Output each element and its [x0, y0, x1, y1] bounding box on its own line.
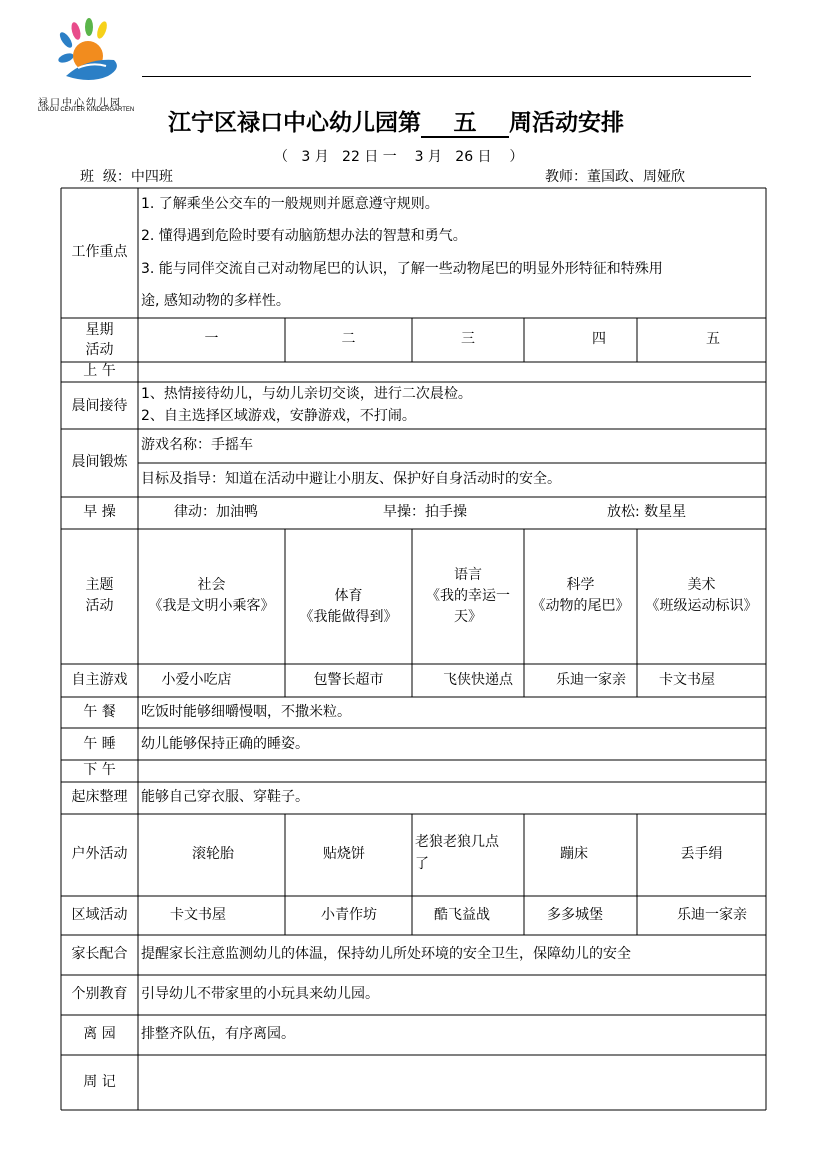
free-play-item: 乐迪一家亲	[556, 672, 626, 688]
wakeup-text: 能够自己穿衣服、穿鞋子。	[141, 789, 309, 805]
theme-subject: 美术	[687, 577, 716, 593]
afternoon-label: 下 午	[83, 762, 116, 778]
theme-subject: 社会	[197, 577, 226, 593]
weekly-note-label: 周 记	[83, 1074, 116, 1090]
date-range: （ 3 月 22 日 一 3 月 26 日 ）	[274, 149, 524, 165]
day-friday: 五	[706, 331, 720, 347]
relax-activity: 放松: 数星星	[607, 504, 687, 520]
area-item: 酷飞益战	[434, 907, 490, 923]
outdoor-item: 丢手绢	[680, 846, 723, 862]
exercise-goal: 目标及指导：知道在活动中避让小朋友、保护好自身活动时的安全。	[141, 471, 561, 487]
work-focus-label: 工作重点	[71, 244, 128, 260]
theme-subject: 科学	[566, 577, 595, 593]
rhythm-activity: 律动：加油鸭	[174, 504, 258, 520]
outdoor-label: 户外活动	[71, 846, 128, 862]
parents-text: 提醒家长注意监测幼儿的体温，保持幼儿所处环境的安全卫生，保障幼儿的安全	[141, 946, 631, 962]
morning-label: 上 午	[83, 363, 116, 379]
area-item: 乐迪一家亲	[677, 907, 747, 923]
activity-label: 活动	[85, 342, 114, 358]
teacher-info: 教师：董国政、周娅欣	[545, 169, 685, 185]
area-label: 区域活动	[71, 907, 128, 923]
lunch-label: 午 餐	[83, 704, 116, 720]
free-play-item: 小爱小吃店	[161, 672, 232, 688]
title-week-number: 五	[421, 110, 509, 138]
weekday-label: 星期	[85, 322, 114, 338]
area-item: 卡文书屋	[170, 907, 226, 923]
parents-label: 家长配合	[71, 946, 128, 962]
logo-english-name: LUKOU CENTER KINDERGARTEN	[38, 107, 135, 113]
page-title	[168, 104, 624, 138]
free-play-label: 自主游戏	[71, 672, 128, 688]
drill-activity: 早操：拍手操	[383, 504, 467, 520]
individual-label: 个别教育	[71, 986, 128, 1002]
exercise-label: 晨间锻炼	[71, 454, 128, 470]
nap-text: 幼儿能够保持正确的睡姿。	[141, 736, 309, 752]
reception-label: 晨间接待	[71, 398, 128, 414]
area-item: 小青作坊	[321, 907, 377, 923]
day-monday: 一	[204, 331, 219, 347]
outdoor-item-continued: 了	[415, 856, 429, 872]
work-focus-item: 3. 能与同伴交流自己对动物尾巴的认识，了解一些动物尾巴的明显外形特征和特殊用	[141, 261, 663, 277]
individual-text: 引导幼儿不带家里的小玩具来幼儿园。	[141, 986, 379, 1002]
work-focus-item: 途, 感知动物的多样性。	[141, 293, 290, 309]
outdoor-item: 贴烧饼	[323, 846, 365, 862]
logo-chinese-name: 禄口中心幼儿园	[38, 98, 122, 109]
class-info: 班 级：中四班	[80, 169, 173, 185]
theme-name: 《我的幸运一	[426, 588, 510, 604]
outdoor-item: 滚轮胎	[192, 846, 234, 862]
kindergarten-logo	[38, 18, 148, 118]
day-tuesday: 二	[341, 331, 356, 347]
theme-name: 《我能做得到》	[299, 609, 398, 625]
free-play-item: 卡文书屋	[659, 672, 715, 688]
theme-name: 《我是文明小乘客》	[148, 598, 275, 614]
morning-drill-label: 早 操	[83, 504, 116, 520]
title-suffix: 周活动安排	[509, 109, 624, 136]
outdoor-item: 蹦床	[560, 846, 588, 862]
reception-line: 2、自主选择区域游戏，安静游戏，不打闹。	[141, 408, 416, 424]
area-item: 多多城堡	[547, 907, 603, 923]
theme-label: 活动	[85, 598, 114, 614]
reception-line: 1、热情接待幼儿，与幼儿亲切交谈，进行二次晨检。	[141, 386, 472, 402]
theme-label: 主题	[85, 577, 114, 593]
theme-subject: 体育	[334, 588, 363, 604]
lunch-text: 吃饭时能够细嚼慢咽，不撒米粒。	[141, 704, 351, 720]
free-play-item: 包警长超市	[313, 672, 384, 688]
work-focus-item: 2. 懂得遇到危险时要有动脑筋想办法的智慧和勇气。	[141, 228, 467, 244]
theme-subject: 语言	[454, 567, 482, 583]
day-thursday: 四	[592, 331, 606, 347]
exercise-game: 游戏名称：手摇车	[141, 437, 253, 453]
theme-name: 天》	[454, 609, 482, 625]
nap-label: 午 睡	[83, 736, 116, 752]
wakeup-label: 起床整理	[71, 789, 128, 805]
day-wednesday: 三	[461, 331, 475, 347]
leaving-text: 排整齐队伍，有序离园。	[141, 1026, 295, 1042]
logo-icon	[56, 18, 126, 88]
work-focus-item: 1. 了解乘坐公交车的一般规则并愿意遵守规则。	[141, 196, 439, 212]
title-prefix: 江宁区禄口中心幼儿园第	[168, 109, 421, 136]
free-play-item: 飞侠快递点	[443, 672, 513, 688]
outdoor-item: 老狼老狼几点	[415, 834, 499, 850]
leaving-label: 离 园	[83, 1026, 116, 1042]
header-rule	[142, 76, 751, 77]
theme-name: 《班级运动标识》	[645, 598, 758, 614]
theme-name: 《动物的尾巴》	[531, 598, 630, 614]
